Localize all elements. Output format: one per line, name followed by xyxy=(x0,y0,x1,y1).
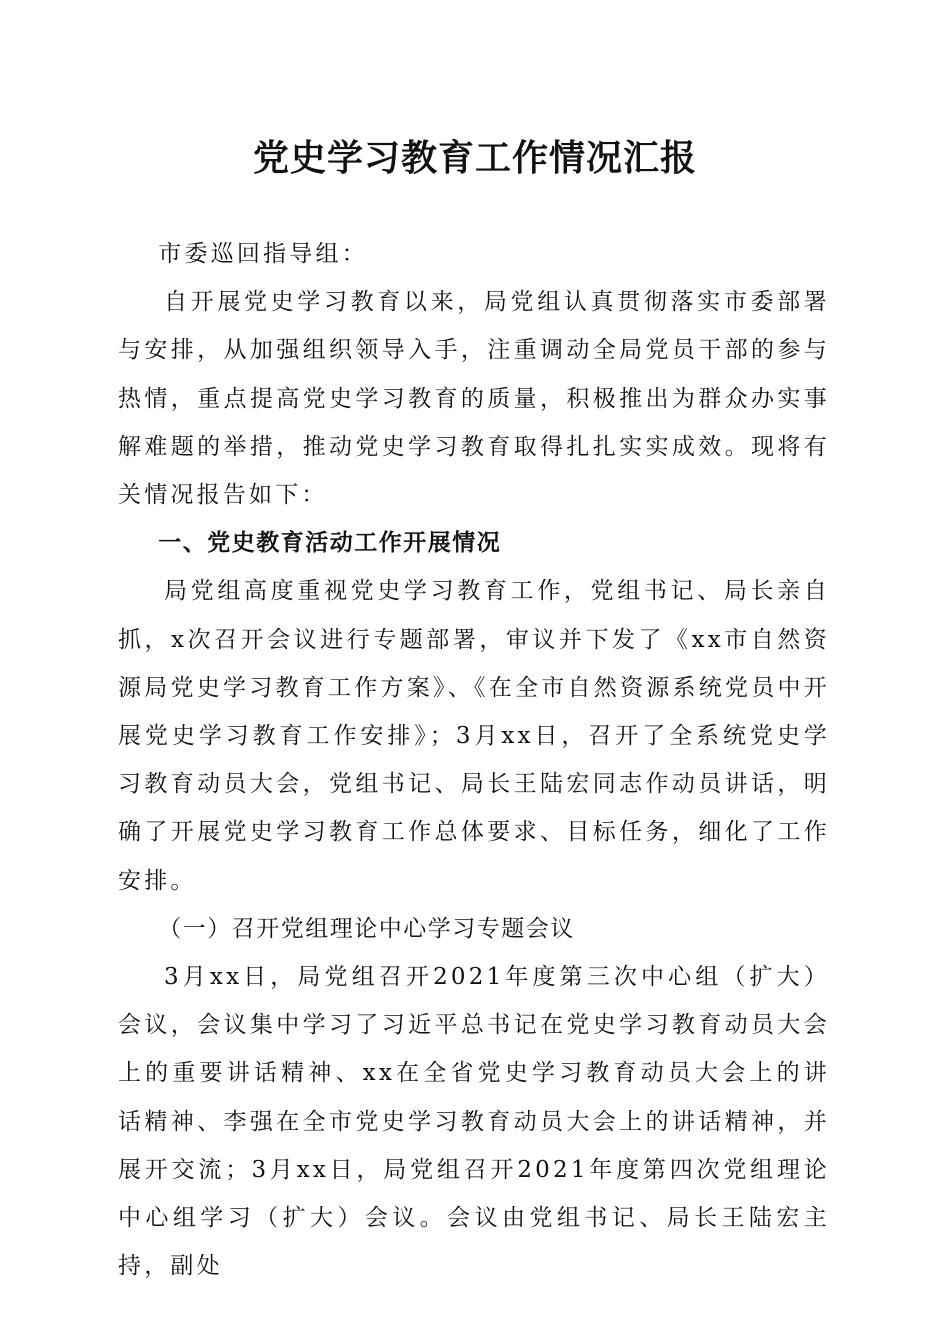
intro-paragraph: 自开展党史学习教育以来，局党组认真贯彻落实市委部署与安排，从加强组织领导入手，注重调动全局党员干部的参与热情，重点提高党史学习教育的质量，积极推出为群众办实事解难题的举措，推动党史学习教育取得扎扎实实成效。现将有关情况报告如下： xyxy=(118,289,830,509)
document-title: 党史学习教育工作情况汇报 xyxy=(252,137,697,179)
subsection-paragraph: 3月xx日，局党组召开2021年度第三次中心组（扩大）会议，会议集中学习了习近平总书记在党史学习教育动员大会上的重要讲话精神、xx在全省党史学习教育动员大会上的讲话精神、李强在全市党史学习教育动员大会上的讲话精神，并展开交流；3月xx日，局党组召开2021年度第四次党组理论中心组学习（扩大）会议。会议由党组书记、局长王陆宏主持，副处 xyxy=(118,964,830,1280)
salutation: 市委巡回指导组： xyxy=(158,241,368,267)
section-paragraph: 局党组高度重视党史学习教育工作，党组书记、局长亲自抓，x次召开会议进行专题部署，审议并下发了《xx市自然资源局党史学习教育工作方案》、《在全市自然资源系统党员中开展党史学习教育工作安排》；3月xx日，召开了全系统党史学习教育动员大会，党组书记、局长王陆宏同志作动员讲话，明确了开展党史学习教育工作总体要求、目标任务，细化了工作安排。 xyxy=(118,578,830,894)
subsection-heading: （一）召开党组理论中心学习专题会议 xyxy=(158,915,575,942)
document-body xyxy=(118,230,830,1290)
section-heading: 一、党史教育活动工作开展情况 xyxy=(158,530,502,557)
